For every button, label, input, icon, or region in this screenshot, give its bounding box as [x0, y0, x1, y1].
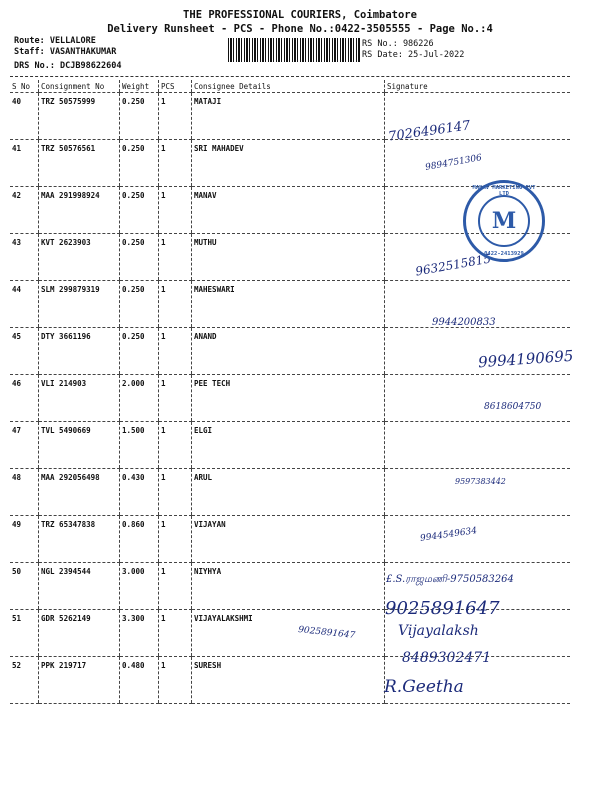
cell-pcs: 1 [159, 187, 192, 234]
cell-weight: 1.500 [120, 422, 159, 469]
cell-weight: 2.000 [120, 375, 159, 422]
cell-sno: 46 [10, 375, 39, 422]
cell-consignment: VLI 214903 [39, 375, 120, 422]
col-consignee: Consignee Details [192, 80, 385, 93]
barcode [228, 38, 360, 62]
company-stamp [463, 180, 545, 262]
handwriting-51-side: 9025891647 [297, 625, 356, 641]
cell-sno: 42 [10, 187, 39, 234]
cell-signature [385, 422, 571, 469]
cell-consignment: NGL 2394544 [39, 563, 120, 610]
cell-sno: 43 [10, 234, 39, 281]
cell-consignee: VIJAYAN [192, 516, 385, 563]
cell-consignee: ARUL [192, 469, 385, 516]
cell-consignee: NIYHYA [192, 563, 385, 610]
cell-consignee: PEE TECH [192, 375, 385, 422]
col-consignment: Consignment No [39, 80, 120, 93]
handwriting-50: £.S.ராஜமணி-9750583264 [386, 574, 514, 585]
col-sno: S No [10, 80, 39, 93]
cell-pcs: 1 [159, 469, 192, 516]
cell-sno: 48 [10, 469, 39, 516]
cell-consignment: TRZ 50575999 [39, 93, 120, 140]
cell-consignee: SRI MAHADEV [192, 140, 385, 187]
cell-pcs: 1 [159, 610, 192, 657]
col-weight: Weight [120, 80, 159, 93]
cell-sno: 51 [10, 610, 39, 657]
cell-signature [385, 469, 571, 516]
cell-consignment: SLM 299879319 [39, 281, 120, 328]
table-row [10, 516, 570, 563]
cell-sno: 50 [10, 563, 39, 610]
cell-pcs: 1 [159, 657, 192, 704]
handwriting-48: 9597383442 [455, 477, 506, 486]
cell-consignee: MAHESWARI [192, 281, 385, 328]
cell-weight: 0.430 [120, 469, 159, 516]
cell-weight: 0.250 [120, 281, 159, 328]
cell-weight: 0.250 [120, 187, 159, 234]
document-subtitle: Delivery Runsheet - PCS - Phone No.:0422-3505555 - Page No.:4 [107, 23, 493, 35]
cell-signature [385, 516, 571, 563]
cell-weight: 0.250 [120, 234, 159, 281]
cell-weight: 0.250 [120, 328, 159, 375]
handwriting-51-phone: 9025891647 [385, 598, 500, 619]
cell-consignee: MANAV [192, 187, 385, 234]
cell-sno: 52 [10, 657, 39, 704]
handwriting-41: 9894751306 [424, 153, 483, 173]
cell-consignee: MUTHU [192, 234, 385, 281]
table-header-row [10, 80, 570, 93]
handwriting-45: 9994190695 [477, 346, 574, 372]
cell-consignment: TRZ 65347838 [39, 516, 120, 563]
cell-sno: 45 [10, 328, 39, 375]
cell-pcs: 1 [159, 516, 192, 563]
cell-consignee: ELGI [192, 422, 385, 469]
cell-consignee: VIJAYALAKSHMI [192, 610, 385, 657]
cell-consignee: MATAJI [192, 93, 385, 140]
cell-consignment: GDR 5262149 [39, 610, 120, 657]
cell-pcs: 1 [159, 375, 192, 422]
stamp-bottom-text: 0422-2413929 [484, 251, 524, 257]
cell-weight: 0.250 [120, 93, 159, 140]
rs-date-label: RS Date: 25-Jul-2022 [362, 50, 465, 60]
table-row [10, 422, 570, 469]
cell-pcs: 1 [159, 328, 192, 375]
cell-pcs: 1 [159, 234, 192, 281]
cell-consignment: DTY 3661196 [39, 328, 120, 375]
route-label: Route: VELLALORE [14, 36, 96, 46]
cell-sno: 44 [10, 281, 39, 328]
stamp-logo: M [478, 195, 530, 247]
table-row [10, 375, 570, 422]
rs-no-label: RS No.: 986226 [362, 39, 434, 49]
cell-weight: 3.300 [120, 610, 159, 657]
col-signature: Signature [385, 80, 571, 93]
cell-pcs: 1 [159, 281, 192, 328]
cell-consignment: PPK 219717 [39, 657, 120, 704]
table-row [10, 469, 570, 516]
table-row [10, 140, 570, 187]
cell-pcs: 1 [159, 422, 192, 469]
handwriting-52-name: R.Geetha [384, 677, 464, 697]
document-title: THE PROFESSIONAL COURIERS, Coimbatore [183, 9, 417, 21]
handwriting-43: 9632515815 [414, 251, 492, 279]
handwriting-51-name: Vijayalaksh [398, 623, 479, 639]
handwriting-40: 7026496147 [387, 118, 472, 145]
cell-consignment: MAA 292056498 [39, 469, 120, 516]
top-rule [10, 76, 570, 77]
cell-sno: 40 [10, 93, 39, 140]
table-row [10, 93, 570, 140]
handwriting-49: 9944549634 [419, 526, 478, 544]
cell-pcs: 1 [159, 563, 192, 610]
cell-pcs: 1 [159, 93, 192, 140]
cell-sno: 49 [10, 516, 39, 563]
cell-weight: 0.480 [120, 657, 159, 704]
cell-pcs: 1 [159, 140, 192, 187]
cell-weight: 0.250 [120, 140, 159, 187]
cell-sno: 41 [10, 140, 39, 187]
cell-consignee: SURESH [192, 657, 385, 704]
cell-consignment: TRZ 50576561 [39, 140, 120, 187]
drs-label: DRS No.: DCJB98622604 [14, 61, 122, 71]
cell-consignment: MAA 291998924 [39, 187, 120, 234]
cell-signature [385, 375, 571, 422]
stamp-top-text: MANAV MARKETING PVT LTD [472, 185, 536, 197]
handwriting-52-phone: 8489302471 [402, 650, 492, 666]
cell-consignment: TVL 5490669 [39, 422, 120, 469]
cell-weight: 0.860 [120, 516, 159, 563]
handwriting-44: 9944200833 [432, 317, 496, 328]
cell-sno: 47 [10, 422, 39, 469]
col-pcs: PCS [159, 80, 192, 93]
cell-weight: 3.000 [120, 563, 159, 610]
cell-consignment: KVT 2623903 [39, 234, 120, 281]
staff-label: Staff: VASANTHAKUMAR [14, 47, 117, 57]
handwriting-46: 8618604750 [484, 402, 542, 412]
cell-consignee: ANAND [192, 328, 385, 375]
